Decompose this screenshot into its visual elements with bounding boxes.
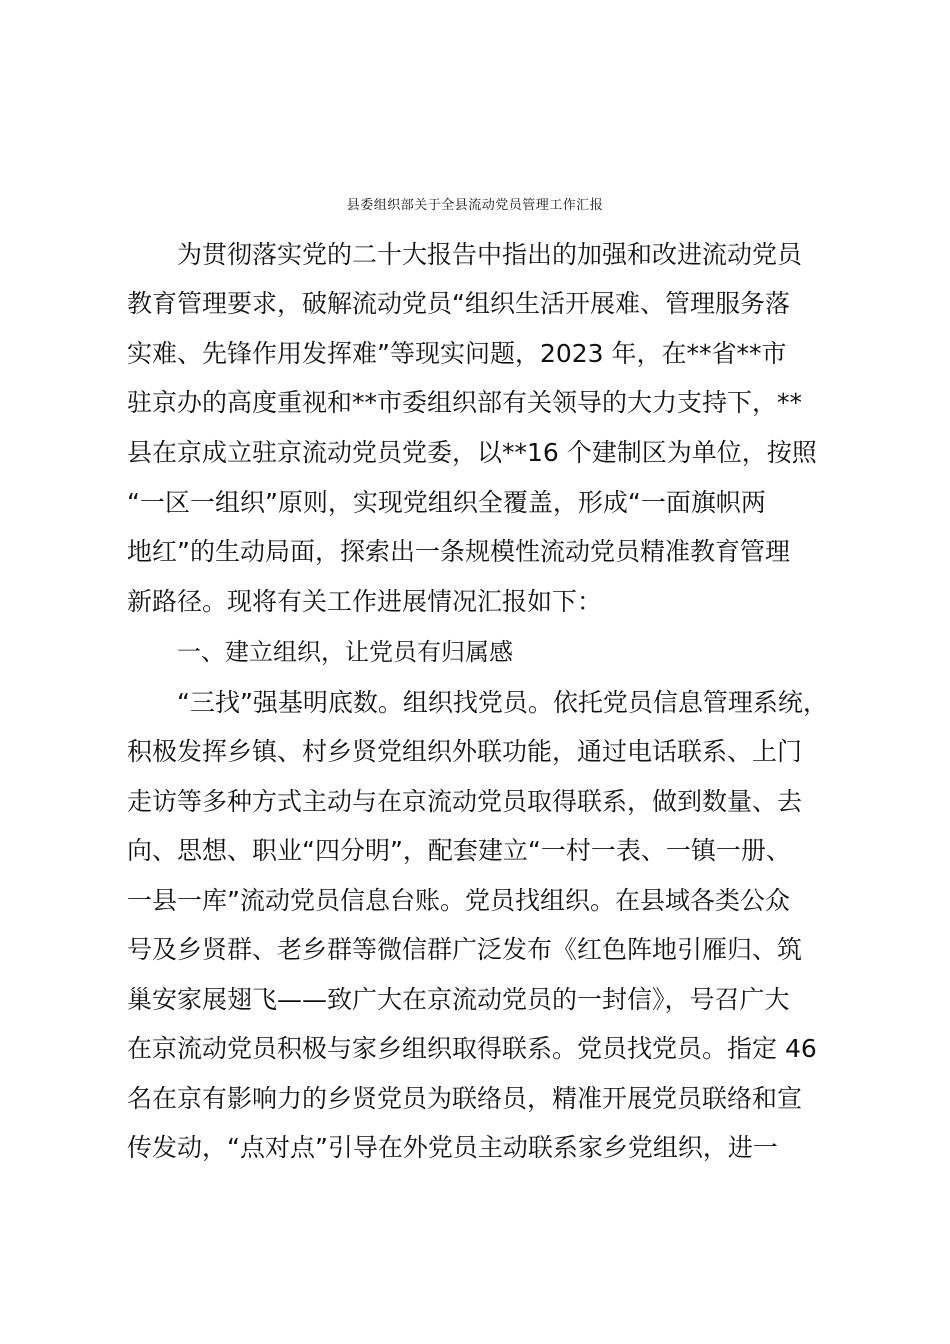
- paragraph-line: 驻京办的高度重视和**市委组织部有关领导的大力支持下，**: [127, 388, 803, 417]
- paragraph-line: 传发动，“点对点”引导在外党员主动联系家乡党组织，进一: [127, 1133, 778, 1162]
- section-heading: 一、建立组织，让党员有归属感: [177, 638, 513, 666]
- paragraph-line: 新路径。现将有关工作进展情况汇报如下：: [127, 587, 603, 616]
- paragraph-line: 县在京成立驻京流动党员党委，以**16 个建制区为单位，按照: [127, 438, 817, 467]
- paragraph-line: 巢安家展翅飞——致广大在京流动党员的一封信》，号召广大: [127, 985, 790, 1014]
- paragraph-line: 名在京有影响力的乡贤党员为联络员，精准开展党员联络和宣: [127, 1084, 803, 1113]
- paragraph-line: 教育管理要求，破解流动党员“组织生活开展难、管理服务落: [127, 289, 790, 318]
- paragraph-line: 为贯彻落实党的二十大报告中指出的加强和改进流动党员: [177, 240, 803, 269]
- paragraph-line: “三找”强基明底数。组织找党员。依托党员信息管理系统，: [177, 688, 828, 717]
- paragraph-line: 走访等多种方式主动与在京流动党员取得联系，做到数量、去: [127, 787, 803, 816]
- paragraph-line: 向、思想、职业“四分明”，配套建立“一村一表、一镇一册、: [127, 836, 791, 865]
- document-title: 县委组织部关于全县流动党员管理工作汇报: [346, 198, 604, 213]
- paragraph-line: “一区一组织”原则，实现党组织全覆盖，形成“一面旗帜两: [127, 488, 766, 517]
- paragraph-line: 号及乡贤群、老乡群等微信群广泛发布《红色阵地引雁归、筑: [127, 935, 803, 964]
- paragraph-line: 积极发挥乡镇、村乡贤党组织外联功能，通过电话联系、上门: [127, 737, 803, 766]
- paragraph-line: 实难、先锋作用发挥难”等现实问题，2023 年，在**省**市: [127, 339, 787, 368]
- paragraph-line: 一县一库”流动党员信息台账。党员找组织。在县域各类公众: [127, 886, 790, 915]
- paragraph-line: 在京流动党员积极与家乡组织取得联系。党员找党员。指定 46: [127, 1034, 817, 1063]
- paragraph-line: 地红”的生动局面，探索出一条规模性流动党员精准教育管理: [127, 537, 790, 566]
